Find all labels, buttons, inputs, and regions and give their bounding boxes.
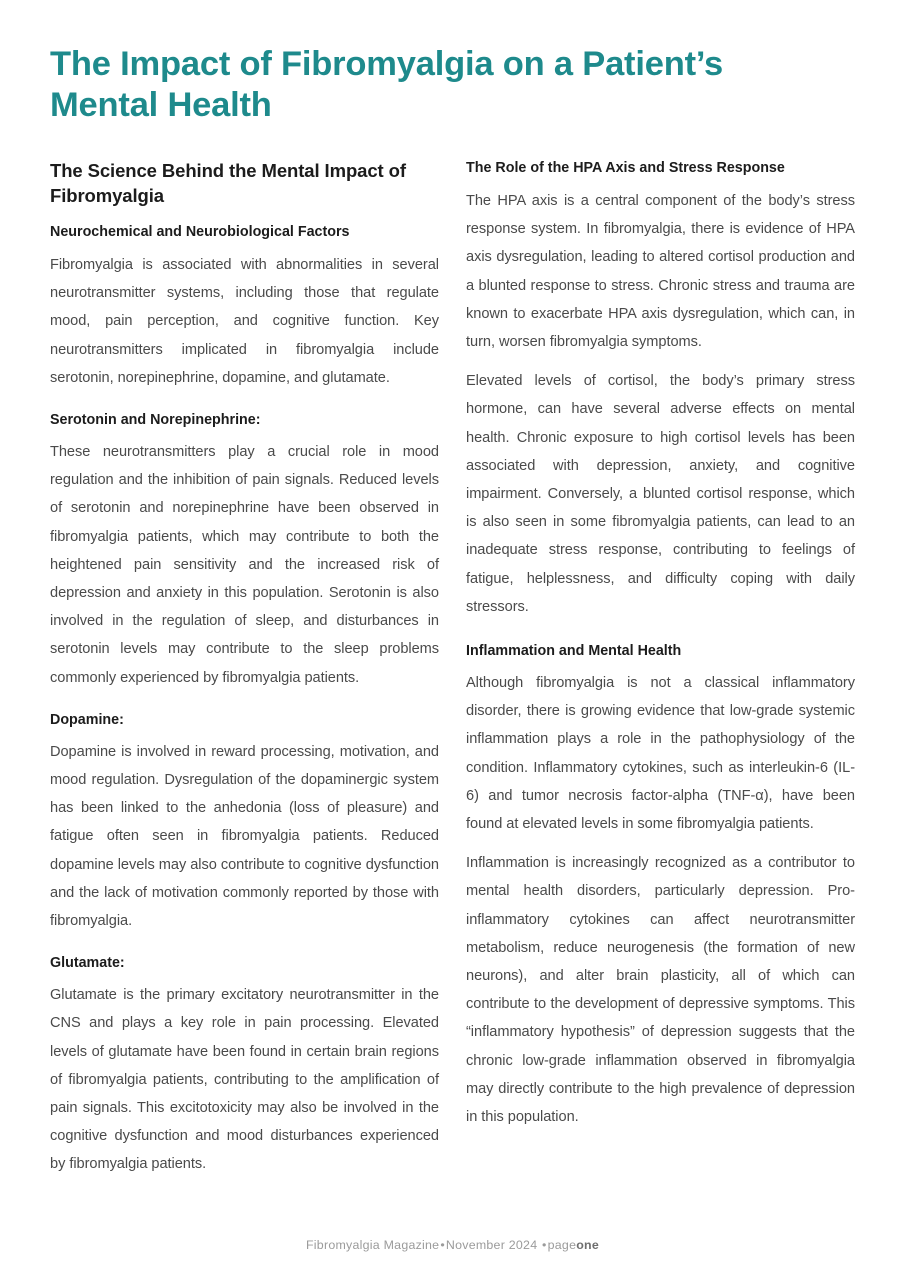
paragraph-hpa-axis-overview: The HPA axis is a central component of the body’s stress response system. In fibromyalgia, there is evidence of HPA axis dysregulation, leading to altered cortisol production and a blunted response to stress. Chronic stress and trauma are known to exacerbate HPA axis dysregulation, which can, in turn, worsen fibromyalgia symptoms. [466, 193, 855, 351]
subheading-inflammation-mental-health: Inflammation and Mental Health [466, 643, 682, 660]
right-column [466, 158, 855, 1208]
subheading-serotonin-norepinephrine: Serotonin and Norepinephrine: [50, 412, 261, 429]
subheading-dopamine: Dopamine: [50, 711, 124, 728]
left-section-heading: The Science Behind the Mental Impact of Fibromyalgia [50, 160, 406, 206]
subheading-neurochemical-factors: Neurochemical and Neurobiological Factors [50, 224, 350, 240]
footer-page-number: one [576, 1238, 599, 1252]
page-footer [0, 1238, 905, 1252]
page-title: The Impact of Fibromyalgia on a Patient’s Mental Health [50, 45, 723, 124]
paragraph-inflammation-depression: Inflammation is increasingly recognized as a contributor to mental health disorders, particularly depression. Pro-inflammatory cytokines can affect neurotransmitter metabolism, reduce neurogenesis (the formation of new neurons), and alter brain plasticity, all of which can contribute to the development of depressive symptoms. This “inflammatory hypothesis” of depression suggests that the chronic low-grade inflammation observed in fibromyalgia may directly contribute to the high prevalence of depression in this population. [466, 855, 855, 1126]
footer-separator-1: • [440, 1238, 445, 1252]
left-column [50, 158, 439, 1208]
paragraph-cortisol-effects: Elevated levels of cortisol, the body’s primary stress hormone, can have several adverse effects on mental health. Chronic exposure to high cortisol levels has been associated with depression, anxiety, and cognitive impairment. Conversely, a blunted cortisol response, which is also seen in some fibromyalgia patients, can lead to an inadequate stress response, contributing to feelings of fatigue, helplessness, and difficulty coping with daily stressors. [466, 373, 855, 615]
article-columns [50, 158, 855, 1208]
footer-publication: Fibromyalgia Magazine [305, 1238, 440, 1252]
footer-issue-date: November 2024 [445, 1238, 538, 1252]
paragraph-serotonin-norepinephrine: These neurotransmitters play a crucial role in mood regulation and the inhibition of pain signals. Reduced levels of serotonin and norepinephrine have been observed in fibromyalgia patients, which may contribute to both the heightened pain sensitivity and the increased risk of depression and anxiety in this population. Serotonin is also involved in the regulation of sleep, and disturbances in serotonin levels may contribute to the sleep problems commonly experienced by fibromyalgia patients. [50, 444, 439, 686]
footer-separator-2: • [542, 1238, 547, 1252]
paragraph-neurochemical-overview: Fibromyalgia is associated with abnormalities in several neurotransmitter systems, including those that regulate mood, pain perception, and cognitive function. Key neurotransmitters implicated in fibromyalgia include serotonin, norepinephrine, dopamine, and glutamate. [50, 257, 439, 386]
paragraph-glutamate: Glutamate is the primary excitatory neurotransmitter in the CNS and plays a key role in pain processing. Elevated levels of glutamate have been found in certain brain regions of fibromyalgia patients, contributing to the amplification of pain signals. This excitotoxicity may also be involved in the cognitive dysfunction and mood disturbances experienced by fibromyalgia patients. [50, 987, 439, 1173]
footer-page-label: page [547, 1238, 577, 1252]
subheading-hpa-axis: The Role of the HPA Axis and Stress Response [466, 160, 785, 176]
subheading-glutamate: Glutamate: [50, 955, 125, 972]
paragraph-inflammation-overview: Although fibromyalgia is not a classical inflammatory disorder, there is growing evidence that low-grade systemic inflammation plays a role in the pathophysiology of the condition. Inflammatory cytokines, such as interleukin-6 (IL-6) and tumor necrosis factor-alpha (TNF-α), have been found at elevated levels in some fibromyalgia patients. [466, 675, 855, 833]
paragraph-dopamine: Dopamine is involved in reward processing, motivation, and mood regulation. Dysregulation of the dopaminergic system has been linked to the anhedonia (loss of pleasure) and fatigue often seen in fibromyalgia patients. Reduced dopamine levels may also contribute to cognitive dysfunction and the lack of motivation commonly reported by those with fibromyalgia. [50, 743, 439, 930]
